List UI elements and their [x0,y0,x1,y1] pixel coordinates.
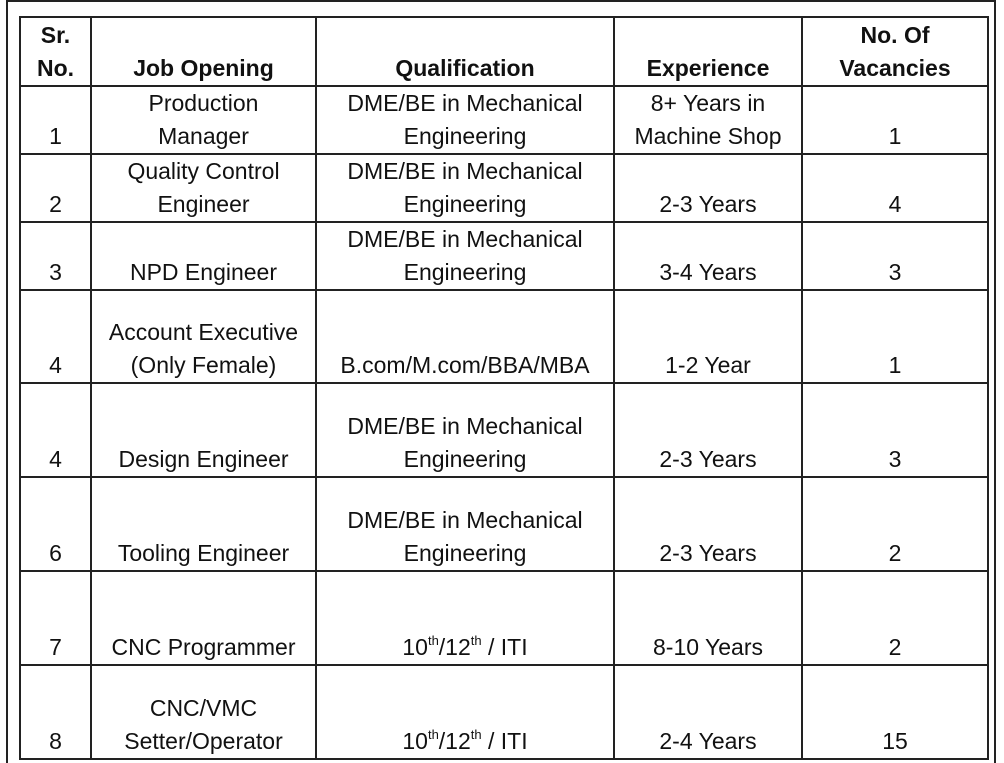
table-row [20,290,988,383]
vacancies-cell: 1 [802,86,988,154]
job-opening-cell: Account Executive (Only Female) [91,290,316,383]
sr-no-cell: 3 [20,222,91,290]
job-opening-cell: Production Manager [91,86,316,154]
job-opening-cell: CNC/VMC Setter/Operator [91,665,316,759]
experience-cell: 2-3 Years [614,477,802,571]
table-row [20,222,988,290]
sr-no-cell: 4 [20,383,91,477]
qualification-cell: 10th/12th / ITI [316,665,614,759]
table-row [20,477,988,571]
qualification-cell: 10th/12th / ITI [316,571,614,665]
experience-cell: 2-3 Years [614,154,802,222]
table-row [20,383,988,477]
experience-cell: 3-4 Years [614,222,802,290]
qualification-cell: B.com/M.com/BBA/MBA [316,290,614,383]
header-job-opening: Job Opening [91,17,316,86]
experience-cell: 8+ Years in Machine Shop [614,86,802,154]
sr-no-cell: 1 [20,86,91,154]
qualification-cell: DME/BE in Mechanical Engineering [316,222,614,290]
table-row [20,571,988,665]
job-openings-table [19,16,989,760]
job-opening-cell: Design Engineer [91,383,316,477]
qualification-cell: DME/BE in Mechanical Engineering [316,383,614,477]
qualification-cell: DME/BE in Mechanical Engineering [316,154,614,222]
table-row [20,86,988,154]
vacancies-cell: 1 [802,290,988,383]
vacancies-cell: 4 [802,154,988,222]
header-row [20,17,988,86]
header-sr-no: Sr. No. [20,17,91,86]
vacancies-cell: 3 [802,383,988,477]
vacancies-cell: 3 [802,222,988,290]
experience-cell: 8-10 Years [614,571,802,665]
vacancies-cell: 2 [802,477,988,571]
experience-cell: 1-2 Year [614,290,802,383]
experience-cell: 2-4 Years [614,665,802,759]
table-row [20,154,988,222]
job-opening-cell: NPD Engineer [91,222,316,290]
sr-no-cell: 2 [20,154,91,222]
header-qualification: Qualification [316,17,614,86]
sr-no-cell: 7 [20,571,91,665]
job-opening-cell: CNC Programmer [91,571,316,665]
qualification-cell: DME/BE in Mechanical Engineering [316,86,614,154]
header-experience: Experience [614,17,802,86]
sr-no-cell: 6 [20,477,91,571]
vacancies-cell: 2 [802,571,988,665]
sr-no-cell: 4 [20,290,91,383]
vacancies-cell: 15 [802,665,988,759]
qualification-cell: DME/BE in Mechanical Engineering [316,477,614,571]
job-opening-cell: Tooling Engineer [91,477,316,571]
sr-no-cell: 8 [20,665,91,759]
job-opening-cell: Quality Control Engineer [91,154,316,222]
experience-cell: 2-3 Years [614,383,802,477]
header-vacancies: No. Of Vacancies [802,17,988,86]
table-row [20,665,988,759]
